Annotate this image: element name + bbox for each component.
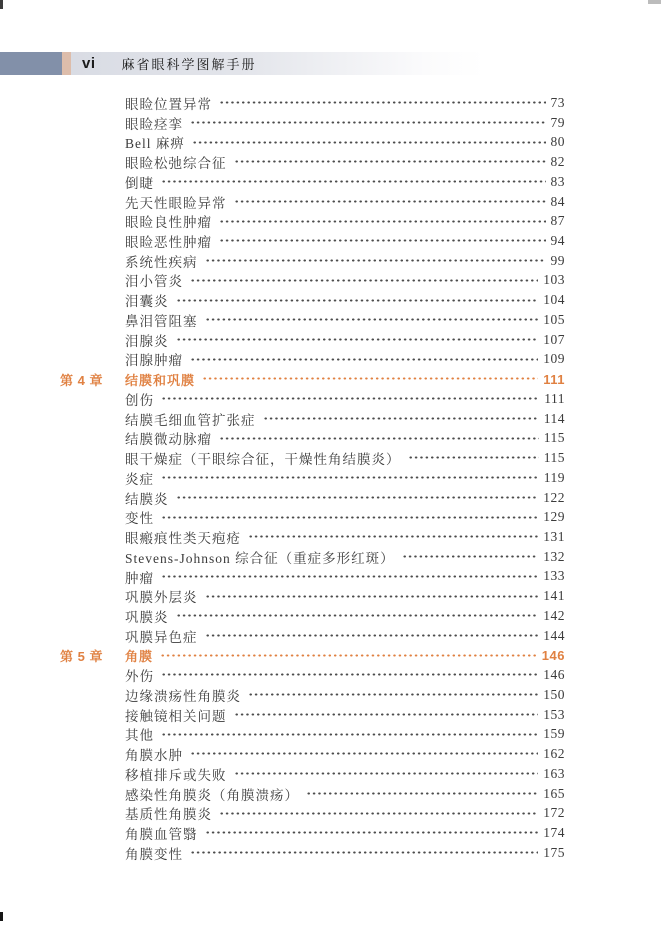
dot-leader <box>190 744 538 764</box>
dot-leader <box>263 409 539 429</box>
toc-entry-title: 倒睫 <box>125 175 154 191</box>
chapter-label: 第 4 章 <box>60 372 103 388</box>
toc-entry-page: 119 <box>543 469 565 485</box>
toc-entry-page: 87 <box>550 213 565 229</box>
dot-leader <box>306 784 538 804</box>
dot-leader <box>205 251 546 271</box>
toc-entry-page: 115 <box>543 450 565 466</box>
toc-entry-page: 83 <box>550 173 565 189</box>
dot-leader <box>192 132 546 152</box>
toc-entry-page: 150 <box>543 686 565 702</box>
dot-leader <box>161 725 538 745</box>
page-number-label: vi <box>82 55 96 72</box>
dot-leader <box>161 468 539 488</box>
toc-entry-row <box>60 784 565 804</box>
toc-entry-row <box>60 685 565 705</box>
toc-entry-title: 眼干燥症（干眼综合征，干燥性角结膜炎） <box>125 452 401 468</box>
toc-entry-page: 175 <box>543 844 565 860</box>
dot-leader <box>205 823 539 843</box>
toc-entry-page: 115 <box>543 430 565 446</box>
toc-entry-row <box>60 448 565 468</box>
toc-entry-page: 162 <box>543 746 565 762</box>
toc-entry-title: 系统性疾病 <box>125 254 198 270</box>
dot-leader <box>205 586 539 606</box>
dot-leader <box>234 192 546 212</box>
toc-entry-title: 创伤 <box>125 392 154 408</box>
toc-entry-page: 174 <box>543 825 565 841</box>
toc-entry-title: 鼻泪管阻塞 <box>125 313 198 329</box>
toc-entry-row <box>60 764 565 784</box>
toc-entry-page: 163 <box>543 765 565 781</box>
scan-mark-top-right <box>648 0 661 4</box>
toc-entry-row <box>60 93 565 113</box>
toc-entry-title: 眼睑位置异常 <box>125 96 212 112</box>
toc-entry-row <box>60 310 565 330</box>
dot-leader <box>161 389 539 409</box>
dot-leader <box>160 646 537 666</box>
dot-leader <box>219 93 546 113</box>
toc-entry-row <box>60 132 565 152</box>
toc-entry-title: 角膜 <box>125 648 154 664</box>
page-header <box>0 52 661 75</box>
toc-entry-row <box>60 527 565 547</box>
toc-entry-title: 结膜和巩膜 <box>125 372 196 388</box>
toc-entry-page: 104 <box>543 292 565 308</box>
toc-entry-row <box>60 725 565 745</box>
toc-entry-page: 73 <box>550 94 565 110</box>
toc-entry-page: 141 <box>543 588 565 604</box>
dot-leader <box>248 527 538 547</box>
toc-entry-title: 其他 <box>125 728 154 744</box>
dot-leader <box>205 626 539 646</box>
dot-leader <box>176 606 539 626</box>
toc-entry-row <box>60 290 565 310</box>
header-gradient-band <box>71 52 661 75</box>
toc-entry-title: 泪腺炎 <box>125 333 169 349</box>
toc-entry-title: 角膜水肿 <box>125 748 183 764</box>
dot-leader <box>176 330 539 350</box>
toc-entry-title: 眼睑松弛综合征 <box>125 156 227 172</box>
toc-entry-row <box>60 567 565 587</box>
toc-entry-title: 感染性角膜炎（角膜溃疡） <box>125 787 299 803</box>
toc-entry-row <box>60 192 565 212</box>
dot-leader <box>234 705 539 725</box>
toc-entry-title: 眼睑痉挛 <box>125 116 183 132</box>
toc-entry-row <box>60 507 565 527</box>
toc-entry-row <box>60 626 565 646</box>
toc-entry-page: 84 <box>550 193 565 209</box>
toc-entry-title: Bell 麻痹 <box>125 136 185 152</box>
toc-entry-page: 114 <box>543 410 565 426</box>
toc-entry-row <box>60 172 565 192</box>
toc-entry-page: 159 <box>543 726 565 742</box>
toc-entry-row <box>60 251 565 271</box>
toc-entry-row <box>60 350 565 370</box>
toc-entry-page: 109 <box>543 351 565 367</box>
dot-leader <box>176 290 539 310</box>
toc-entry-row <box>60 665 565 685</box>
toc-entry-title: 泪囊炎 <box>125 294 169 310</box>
toc-entry-title: 肿瘤 <box>125 570 154 586</box>
toc-entry-page: 94 <box>550 233 565 248</box>
toc-entry-page: 107 <box>543 331 565 347</box>
scan-mark-top-left <box>0 0 3 9</box>
dot-leader <box>408 448 539 468</box>
dot-leader <box>248 685 538 705</box>
toc-entry-title: Stevens-Johnson 综合征（重症多形红斑） <box>125 550 395 566</box>
dot-leader <box>176 488 539 508</box>
toc-chapter-row <box>60 646 565 666</box>
dot-leader <box>161 567 538 587</box>
toc-entry-row <box>60 744 565 764</box>
toc-entry-title: 结膜微动脉瘤 <box>125 432 212 448</box>
toc-entry-row <box>60 488 565 508</box>
toc-entry-row <box>60 152 565 172</box>
toc-chapter-row <box>60 369 565 389</box>
toc-entry-page: 111 <box>543 371 565 387</box>
dot-leader <box>161 172 546 192</box>
toc-entry-title: 泪腺肿瘤 <box>125 353 183 369</box>
toc-entry-title: 巩膜外层炎 <box>125 590 198 606</box>
scan-mark-bottom-left <box>0 912 3 921</box>
chapter-label: 第 5 章 <box>60 648 103 664</box>
toc-entry-title: 结膜炎 <box>125 491 169 507</box>
toc-entry-title: 炎症 <box>125 471 154 487</box>
toc-entry-title: 巩膜异色症 <box>125 629 198 645</box>
toc-entry-row <box>60 823 565 843</box>
toc-entry-page: 122 <box>543 489 565 505</box>
toc-entry-row <box>60 547 565 567</box>
dot-leader <box>190 271 538 291</box>
toc-entry-title: 眼睑恶性肿瘤 <box>125 235 212 251</box>
toc-entry-row <box>60 113 565 133</box>
toc-entry-page: 82 <box>550 154 565 170</box>
toc-entry-row <box>60 389 565 409</box>
dot-leader <box>234 764 539 784</box>
toc-entry-row <box>60 231 565 251</box>
dot-leader <box>219 231 546 251</box>
dot-leader <box>402 547 539 567</box>
toc-entry-page: 111 <box>544 390 565 406</box>
dot-leader <box>161 665 538 685</box>
toc-entry-title: 眼瘢痕性类天疱疮 <box>125 531 241 547</box>
toc-entry-page: 80 <box>550 134 565 150</box>
toc-entry-page: 144 <box>543 627 565 643</box>
toc-entry-row <box>60 843 565 863</box>
toc-entry-title: 先天性眼睑异常 <box>125 195 227 211</box>
dot-leader <box>234 152 546 172</box>
toc-entry-title: 眼睑良性肿瘤 <box>125 215 212 231</box>
toc-entry-title: 边缘溃疡性角膜炎 <box>125 688 241 704</box>
toc-entry-page: 99 <box>550 252 565 268</box>
toc-entry-title: 泪小管炎 <box>125 274 183 290</box>
toc-entry-title: 接触镜相关问题 <box>125 708 227 724</box>
dot-leader <box>190 113 546 133</box>
toc-entry-row <box>60 705 565 725</box>
toc-entry-row <box>60 428 565 448</box>
dot-leader <box>190 350 538 370</box>
toc-entry-title: 变性 <box>125 511 154 527</box>
dot-leader <box>219 428 539 448</box>
toc-entry-page: 132 <box>543 548 565 564</box>
dot-leader <box>190 843 538 863</box>
dot-leader <box>219 211 546 231</box>
toc-entry-title: 角膜变性 <box>125 846 183 862</box>
toc-entry-page: 146 <box>543 667 565 683</box>
toc-entry-title: 移植排斥或失败 <box>125 767 227 783</box>
dot-leader <box>219 803 538 823</box>
toc-entry-title: 外伤 <box>125 669 154 685</box>
toc-entry-row <box>60 803 565 823</box>
toc-entry-row <box>60 330 565 350</box>
table-of-contents <box>60 93 565 863</box>
toc-entry-row <box>60 606 565 626</box>
dot-leader <box>202 369 538 389</box>
toc-entry-page: 103 <box>543 272 565 288</box>
toc-entry-page: 133 <box>543 568 565 584</box>
dot-leader <box>205 310 539 330</box>
toc-entry-row <box>60 271 565 291</box>
toc-entry-title: 结膜毛细血管扩张症 <box>125 412 256 428</box>
toc-entry-title: 巩膜炎 <box>125 609 169 625</box>
toc-entry-page: 129 <box>543 509 565 525</box>
toc-entry-page: 142 <box>543 607 565 623</box>
header-blue-block <box>0 52 62 75</box>
toc-entry-title: 基质性角膜炎 <box>125 807 212 823</box>
toc-entry-row <box>60 211 565 231</box>
toc-entry-row <box>60 468 565 488</box>
toc-entry-page: 165 <box>543 785 565 801</box>
dot-leader <box>161 507 538 527</box>
toc-entry-page: 105 <box>543 311 565 327</box>
toc-entry-row <box>60 409 565 429</box>
book-title: 麻省眼科学图解手册 <box>121 57 257 72</box>
header-pink-block <box>62 52 71 75</box>
toc-entry-title: 角膜血管翳 <box>125 827 198 843</box>
toc-entry-page: 172 <box>543 805 565 821</box>
toc-entry-page: 153 <box>543 706 565 722</box>
toc-entry-row <box>60 586 565 606</box>
toc-entry-page: 146 <box>541 647 565 663</box>
toc-entry-page: 131 <box>543 529 565 545</box>
toc-entry-page: 79 <box>550 114 565 130</box>
